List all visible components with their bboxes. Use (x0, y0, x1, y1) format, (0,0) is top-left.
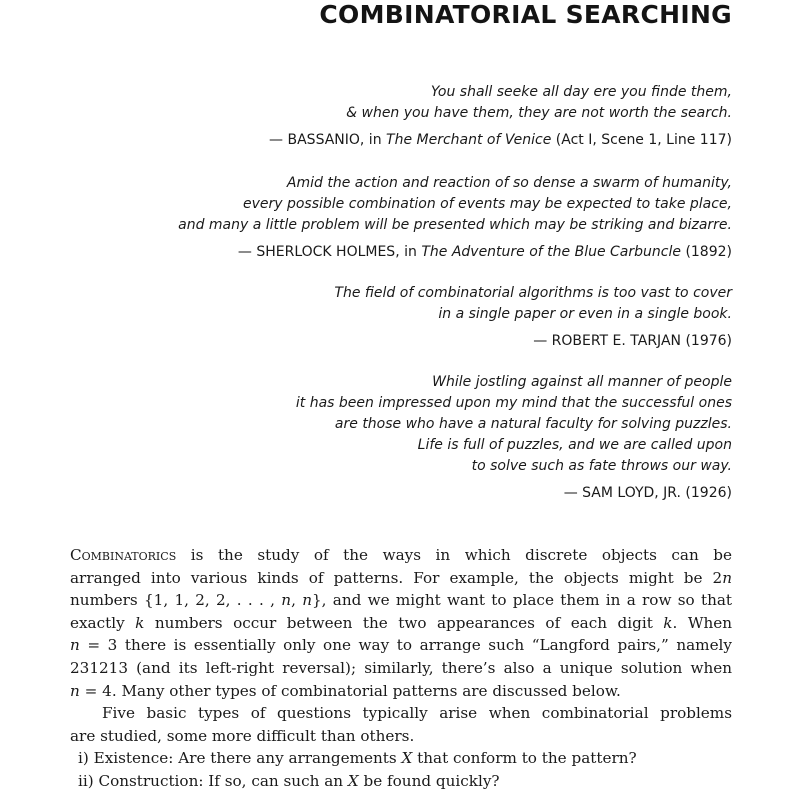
attribution-name: — SHERLOCK HOLMES, in (237, 244, 417, 260)
text-line (70, 589, 732, 612)
paragraph-question-types (70, 702, 732, 747)
text-run: arranged into various kinds of patterns. For example, the objects might be 2 (70, 568, 723, 587)
math-var: n (70, 681, 80, 700)
text-line: 231213 (and its left-right reversal); similarly, there’s also a unique solution when (70, 658, 732, 677)
epigraph-line: it has been impressed upon my mind that the successful ones (295, 395, 732, 411)
question-list (70, 747, 732, 792)
epigraph-line: The field of combinatorial algorithms is too vast to cover (334, 285, 732, 301)
math-var: n (70, 636, 80, 655)
chapter-title: COMBINATORIAL SEARCHING (319, 0, 732, 29)
list-number: i) (78, 749, 89, 768)
text-run: that conform to the pattern? (412, 749, 637, 768)
text-run: = 3 there is essentially only one way to arrange such “Langford pairs,” namely (79, 636, 732, 655)
text-run: }, and we might want to place them in a row so that (311, 591, 733, 610)
list-number: ii) (78, 771, 94, 790)
small-caps-term: Combinatorics (70, 546, 177, 564)
attribution-name: — BASSANIO, in (269, 132, 382, 148)
text-run: . When (672, 613, 732, 632)
math-var: k (663, 613, 673, 632)
text-run: exactly (70, 613, 136, 632)
text-line (70, 567, 732, 590)
epigraph-holmes (42, 173, 732, 263)
text-run: Construction: If so, can such an (93, 771, 348, 790)
epigraph-line: Amid the action and reaction of so dense a swarm of humanity, (286, 175, 732, 191)
text-run: , (291, 591, 303, 610)
epigraph-line: You shall seeke all day ere you finde them, (430, 84, 732, 100)
text-run: is the study of the ways in which discrete objects can be (176, 546, 732, 564)
text-line (70, 634, 732, 657)
math-var: n (281, 591, 292, 610)
text-run: be found quickly? (358, 771, 500, 790)
paragraph-intro (70, 544, 732, 702)
epigraph-attribution (42, 242, 732, 263)
attribution-detail: (1892) (685, 244, 732, 260)
text-line: are studied, some more difficult than others. (70, 726, 415, 745)
text-run: numbers {1, 1, 2, 2, . . . , (70, 591, 282, 610)
epigraph-line: and many a little problem will be presented which may be striking and bizarre. (178, 217, 732, 233)
epigraph-tarjan (42, 283, 732, 352)
text-run: numbers occur between the two appearances of each digit (144, 613, 664, 632)
text-run: = 4. Many other types of combinatorial patterns are discussed below. (79, 681, 621, 700)
epigraph-attribution (42, 130, 732, 151)
attribution-work: The Adventure of the Blue Carbuncle (421, 244, 681, 260)
epigraph-line: in a single paper or even in a single book. (438, 306, 732, 322)
text-line (70, 612, 732, 635)
attribution-work: The Merchant of Venice (386, 132, 552, 148)
epigraph-line: every possible combination of events may be expected to take place, (242, 196, 732, 212)
epigraph-line: to solve such as fate throws our way. (471, 458, 732, 474)
epigraph-line: & when you have them, they are not worth the search. (346, 105, 732, 121)
epigraph-line: are those who have a natural faculty for solving puzzles. (334, 416, 732, 432)
text-line: Five basic types of questions typically arise when combinatorial problems (102, 704, 732, 723)
text-run: Existence: Are there any arrangements (88, 749, 402, 768)
epigraph-loyd (42, 372, 732, 504)
epigraph-attribution: — ROBERT E. TARJAN (1976) (533, 333, 732, 349)
math-var: n (722, 568, 732, 587)
attribution-detail: (Act I, Scene 1, Line 117) (555, 132, 732, 148)
epigraph-line: Life is full of puzzles, and we are called upon (417, 437, 732, 453)
epigraph-line: While jostling against all manner of people (432, 374, 732, 390)
text-line (70, 544, 732, 567)
text-line (70, 680, 732, 703)
math-var: k (135, 613, 145, 632)
list-item (70, 747, 732, 770)
math-var: X (401, 749, 413, 768)
list-item (70, 770, 732, 793)
epigraph-bassanio (42, 82, 732, 151)
math-var: n (302, 591, 312, 610)
epigraph-attribution: — SAM LOYD, JR. (1926) (563, 485, 732, 501)
math-var: X (347, 771, 359, 790)
body-text (70, 544, 732, 793)
